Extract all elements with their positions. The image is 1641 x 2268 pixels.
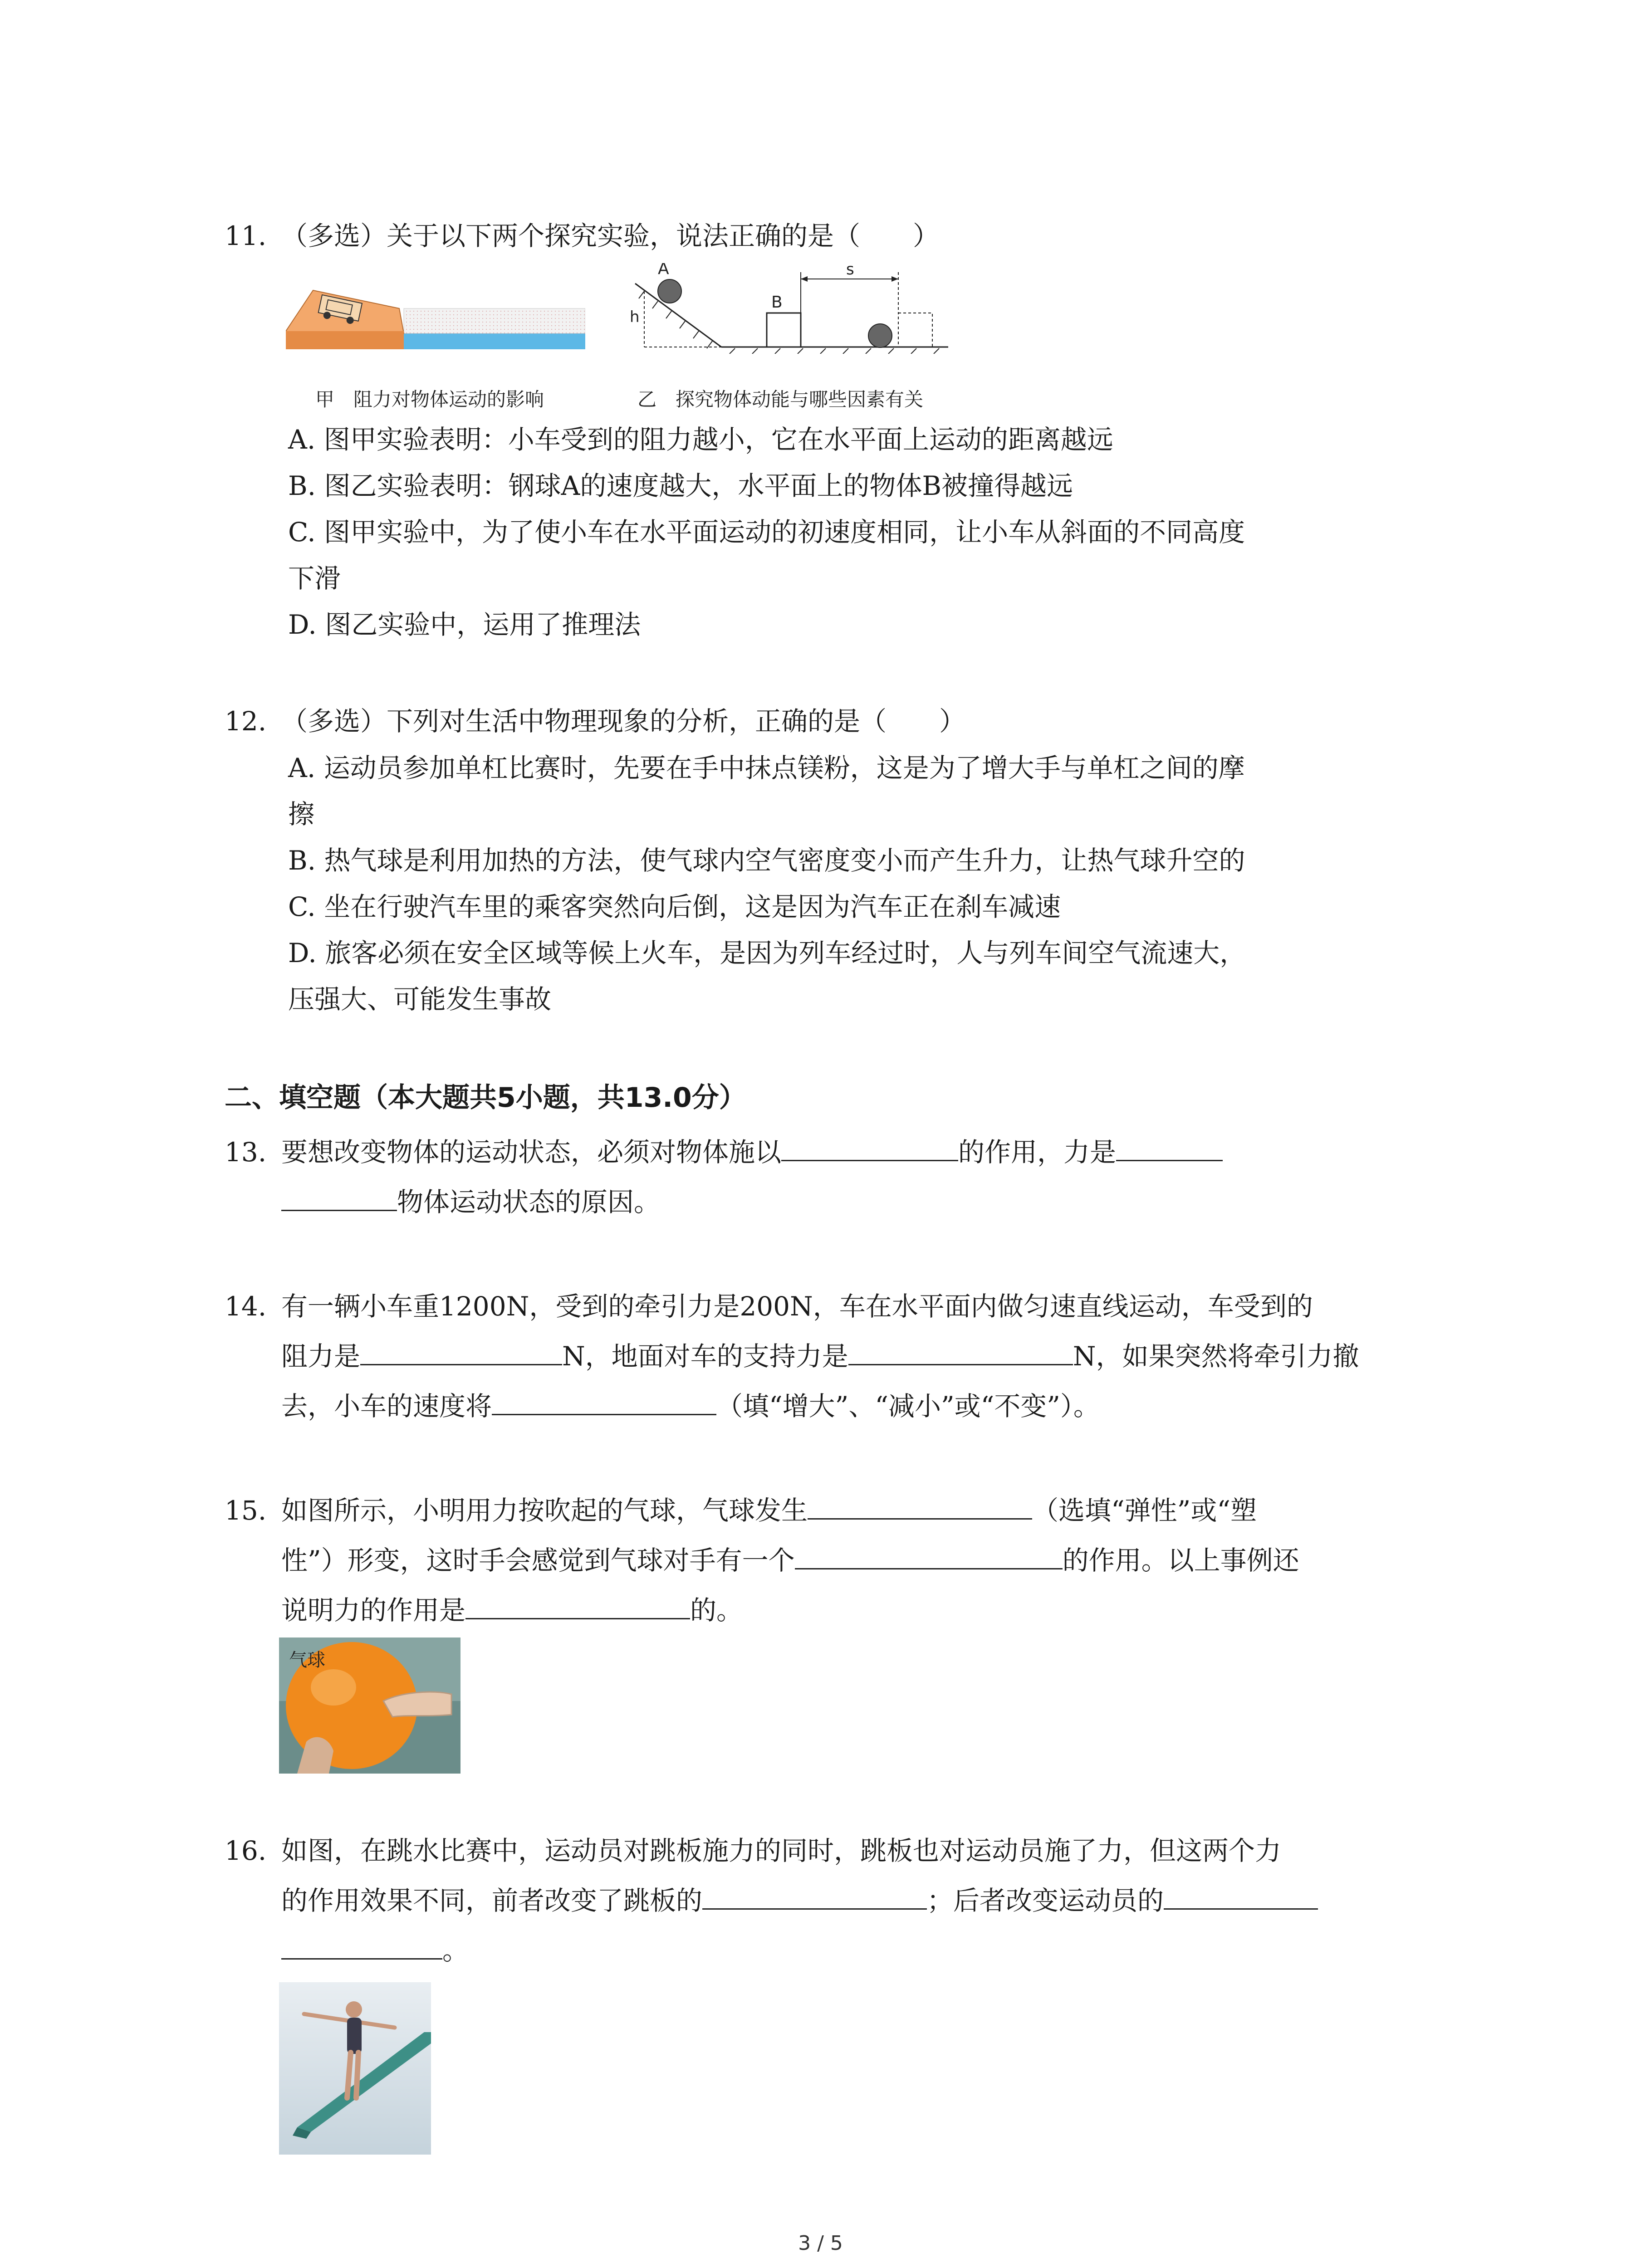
q12-option-c: C. 坐在行驶汽车里的乘客突然向后倒，这是因为汽车正在刹车减速 <box>288 891 1061 922</box>
diver-photo <box>279 1982 431 2155</box>
question-15-line3 <box>281 1588 743 1633</box>
text: 。 <box>442 1935 469 1966</box>
text: 如图所示，小明用力按吹起的气球，气球发生 <box>281 1495 808 1526</box>
question-number: 12. <box>225 706 267 737</box>
text: （填“增大”、“减小”或“不变”）。 <box>716 1391 1100 1422</box>
answer-blank[interactable] <box>702 1881 927 1910</box>
question-number: 11. <box>225 220 267 251</box>
text: 如图，在跳水比赛中，运动员对跳板施力的同时，跳板也对运动员施了力，但这两个力 <box>281 1835 1282 1866</box>
page-number: 3 / 5 <box>798 2232 843 2255</box>
question-14-line3 <box>281 1383 1100 1429</box>
answer-blank[interactable] <box>281 1183 397 1211</box>
question-text: （多选）下列对生活中物理现象的分析，正确的是（ ） <box>281 706 966 737</box>
question-14-line2 <box>281 1334 1359 1379</box>
question-number: 16. <box>225 1835 267 1866</box>
figure-jia-car-ramp <box>286 281 585 358</box>
label-s: s <box>846 263 854 279</box>
answer-blank[interactable] <box>1164 1881 1318 1910</box>
question-16-line2 <box>281 1878 1318 1923</box>
label-B: B <box>771 293 783 312</box>
question-number: 13. <box>225 1137 267 1168</box>
answer-blank[interactable] <box>848 1337 1073 1365</box>
text: 要想改变物体的运动状态，必须对物体施以 <box>281 1137 782 1168</box>
question-14 <box>225 1284 1468 1329</box>
text: N，如果突然将牵引力撤 <box>1073 1341 1359 1372</box>
q12-option-a: A. 运动员参加单杠比赛时，先要在手中抹点镁粉，这是为了增大手与单杠之间的摩 <box>288 753 1245 783</box>
q12-option-d-cont: 压强大、可能发生事故 <box>288 984 552 1015</box>
text: 的作用，力是 <box>958 1137 1117 1168</box>
figure-yi-caption: 乙 探究物体动能与哪些因素有关 <box>637 388 924 411</box>
answer-blank[interactable] <box>1116 1133 1223 1161</box>
text: 的。 <box>690 1595 743 1626</box>
answer-blank[interactable] <box>492 1387 716 1415</box>
section-title: 二、填空题（本大题共5小题，共13.0分） <box>225 1082 746 1114</box>
text: 有一辆小车重1200N，受到的牵引力是200N，车在水平面内做匀速直线运动，车受到的 <box>281 1291 1313 1322</box>
question-15 <box>225 1488 1468 1533</box>
question-number: 14. <box>225 1291 267 1322</box>
label-h: h <box>630 308 640 326</box>
text: 性”）形变，这时手会感觉到气球对手有一个 <box>281 1545 795 1576</box>
answer-blank[interactable] <box>360 1337 562 1365</box>
text: N，地面对车的支持力是 <box>562 1341 848 1372</box>
q11-option-d: D. 图乙实验中，运用了推理法 <box>288 609 641 640</box>
label-A: A <box>658 263 669 278</box>
question-15-line2 <box>281 1538 1299 1583</box>
balloon-photo <box>279 1637 460 1774</box>
q12-option-b: B. 热气球是利用加热的方法，使气球内空气密度变小而产生升力，让热气球升空的 <box>288 845 1245 876</box>
text: 的作用。以上事例还 <box>1062 1545 1299 1576</box>
q11-option-b: B. 图乙实验表明：钢球A的速度越大，水平面上的物体B被撞得越远 <box>288 470 1073 501</box>
answer-blank[interactable] <box>781 1133 958 1161</box>
answer-blank[interactable] <box>465 1591 690 1619</box>
q11-option-a: A. 图甲实验表明：小车受到的阻力越小，它在水平面上运动的距离越远 <box>288 424 1113 455</box>
text: 物体运动状态的原因。 <box>397 1187 661 1217</box>
question-13-cont <box>281 1179 660 1225</box>
text: 阻力是 <box>281 1341 361 1372</box>
text: 说明力的作用是 <box>281 1595 466 1626</box>
question-12-stem <box>225 699 1468 744</box>
question-16-line3 <box>281 1928 469 1973</box>
question-text: （多选）关于以下两个探究实验，说法正确的是（ ） <box>281 220 940 251</box>
q11-option-c-cont: 下滑 <box>288 563 341 594</box>
q12-option-a-cont: 擦 <box>288 799 315 830</box>
question-number: 15. <box>225 1495 267 1526</box>
q11-option-c: C. 图甲实验中，为了使小车在水平面运动的初速度相同，让小车从斜面的不同高度 <box>288 517 1245 547</box>
answer-blank[interactable] <box>808 1491 1032 1520</box>
text: 去，小车的速度将 <box>281 1391 492 1422</box>
balloon-label: 气球 <box>289 1650 325 1671</box>
answer-blank[interactable] <box>281 1931 442 1960</box>
answer-blank[interactable] <box>795 1541 1063 1569</box>
question-11-stem <box>225 213 1468 259</box>
figure-yi-ball-incline <box>626 263 953 354</box>
figure-jia-caption: 甲 阻力对物体运动的影响 <box>315 388 544 411</box>
question-13 <box>225 1129 1468 1175</box>
q12-option-d: D. 旅客必须在安全区域等候上火车，是因为列车经过时，人与列车间空气流速大， <box>288 938 1246 968</box>
text: （选填“弹性”或“塑 <box>1032 1495 1257 1526</box>
text: 的作用效果不同，前者改变了跳板的 <box>281 1885 703 1916</box>
text: ；后者改变运动员的 <box>927 1885 1164 1916</box>
question-16 <box>225 1828 1468 1873</box>
